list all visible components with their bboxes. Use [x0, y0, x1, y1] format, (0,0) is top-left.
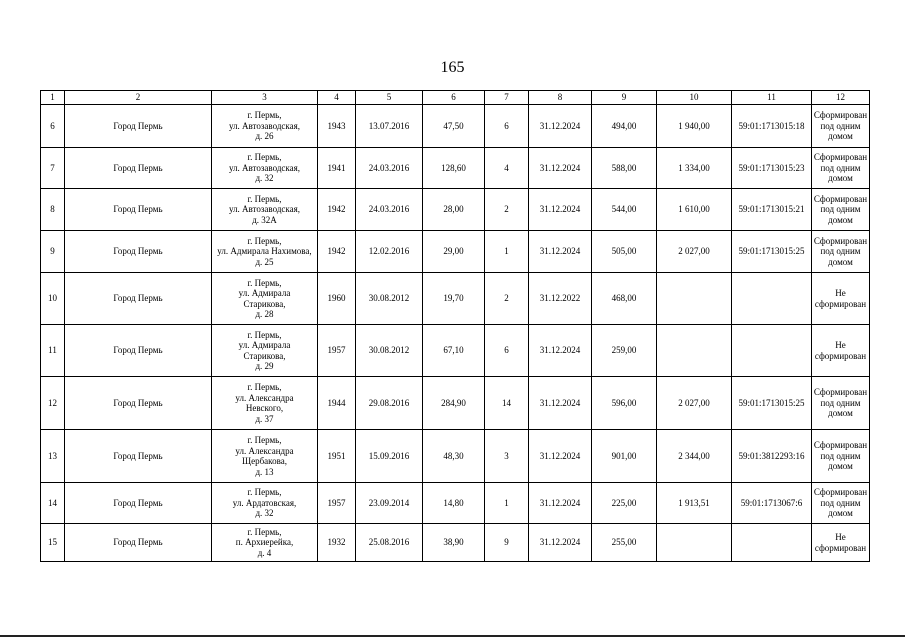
column-header: 7	[485, 91, 529, 105]
cadastral-number-cell: 59:01:1713015:21	[732, 189, 812, 231]
year-built-cell: 1960	[318, 273, 356, 325]
row-number: 10	[41, 273, 65, 325]
count-cell: 1	[485, 483, 529, 524]
land-status-cell: Сформирован под одним домом	[812, 483, 870, 524]
year-built-cell: 1957	[318, 325, 356, 377]
column-header: 6	[423, 91, 485, 105]
count-cell: 9	[485, 524, 529, 562]
year-built-cell: 1944	[318, 377, 356, 430]
area-cell: 67,10	[423, 325, 485, 377]
area-cell: 29,00	[423, 231, 485, 273]
value-cell: 494,00	[592, 105, 657, 148]
table-row	[41, 231, 870, 273]
date-cell: 12.02.2016	[356, 231, 423, 273]
value-cell: 588,00	[592, 148, 657, 189]
column-header: 4	[318, 91, 356, 105]
land-status-cell: Сформирован под одним домом	[812, 148, 870, 189]
table-row	[41, 273, 870, 325]
cadastral-number-cell	[732, 273, 812, 325]
column-header: 10	[657, 91, 732, 105]
term-cell: 31.12.2024	[529, 148, 592, 189]
cost-cell: 2 344,00	[657, 430, 732, 483]
municipality-cell: Город Пермь	[65, 189, 212, 231]
cadastral-number-cell: 59:01:1713015:25	[732, 377, 812, 430]
cost-cell: 1 334,00	[657, 148, 732, 189]
date-cell: 15.09.2016	[356, 430, 423, 483]
table-row	[41, 524, 870, 562]
land-status-cell: Не сформирован	[812, 325, 870, 377]
value-cell: 544,00	[592, 189, 657, 231]
date-cell: 13.07.2016	[356, 105, 423, 148]
column-header: 12	[812, 91, 870, 105]
count-cell: 4	[485, 148, 529, 189]
date-cell: 24.03.2016	[356, 189, 423, 231]
count-cell: 2	[485, 273, 529, 325]
cost-cell	[657, 524, 732, 562]
year-built-cell: 1942	[318, 189, 356, 231]
land-status-cell: Сформирован под одним домом	[812, 189, 870, 231]
address-cell: г. Пермь, ул. Адмирала Старикова, д. 29	[212, 325, 318, 377]
municipality-cell: Город Пермь	[65, 325, 212, 377]
cadastral-number-cell	[732, 524, 812, 562]
date-cell: 29.08.2016	[356, 377, 423, 430]
term-cell: 31.12.2024	[529, 483, 592, 524]
column-header: 2	[65, 91, 212, 105]
area-cell: 38,90	[423, 524, 485, 562]
address-cell: г. Пермь, ул. Александра Невского, д. 37	[212, 377, 318, 430]
term-cell: 31.12.2022	[529, 273, 592, 325]
municipality-cell: Город Пермь	[65, 148, 212, 189]
column-header: 8	[529, 91, 592, 105]
page-number: 165	[440, 59, 465, 76]
municipality-cell: Город Пермь	[65, 483, 212, 524]
scan-bottom-edge	[0, 635, 905, 637]
cost-cell	[657, 273, 732, 325]
term-cell: 31.12.2024	[529, 325, 592, 377]
count-cell: 2	[485, 189, 529, 231]
municipality-cell: Город Пермь	[65, 524, 212, 562]
date-cell: 24.03.2016	[356, 148, 423, 189]
area-cell: 128,60	[423, 148, 485, 189]
count-cell: 1	[485, 231, 529, 273]
land-status-cell: Сформирован под одним домом	[812, 231, 870, 273]
row-number: 8	[41, 189, 65, 231]
year-built-cell: 1943	[318, 105, 356, 148]
land-status-cell: Сформирован под одним домом	[812, 377, 870, 430]
table-row	[41, 377, 870, 430]
value-cell: 901,00	[592, 430, 657, 483]
year-built-cell: 1951	[318, 430, 356, 483]
address-cell: г. Пермь, ул. Адмирала Нахимова, д. 25	[212, 231, 318, 273]
cadastral-number-cell: 59:01:3812293:16	[732, 430, 812, 483]
count-cell: 14	[485, 377, 529, 430]
land-status-cell: Сформирован под одним домом	[812, 105, 870, 148]
cost-cell: 1 610,00	[657, 189, 732, 231]
value-cell: 468,00	[592, 273, 657, 325]
column-header: 1	[41, 91, 65, 105]
year-built-cell: 1957	[318, 483, 356, 524]
column-header: 3	[212, 91, 318, 105]
table-row	[41, 148, 870, 189]
column-header: 11	[732, 91, 812, 105]
cadastral-number-cell: 59:01:1713015:23	[732, 148, 812, 189]
value-cell: 225,00	[592, 483, 657, 524]
column-header: 9	[592, 91, 657, 105]
cost-cell: 1 913,51	[657, 483, 732, 524]
value-cell: 255,00	[592, 524, 657, 562]
term-cell: 31.12.2024	[529, 377, 592, 430]
row-number: 11	[41, 325, 65, 377]
address-cell: г. Пермь, ул. Александра Щербакова, д. 13	[212, 430, 318, 483]
date-cell: 23.09.2014	[356, 483, 423, 524]
count-cell: 6	[485, 325, 529, 377]
year-built-cell: 1932	[318, 524, 356, 562]
cost-cell: 2 027,00	[657, 377, 732, 430]
table-row	[41, 105, 870, 148]
area-cell: 47,50	[423, 105, 485, 148]
address-cell: г. Пермь, п. Архиерейка, д. 4	[212, 524, 318, 562]
table-row	[41, 483, 870, 524]
table-row	[41, 430, 870, 483]
term-cell: 31.12.2024	[529, 524, 592, 562]
cost-cell: 2 027,00	[657, 231, 732, 273]
table-row	[41, 325, 870, 377]
area-cell: 19,70	[423, 273, 485, 325]
row-number: 15	[41, 524, 65, 562]
municipality-cell: Город Пермь	[65, 105, 212, 148]
address-cell: г. Пермь, ул. Автозаводская, д. 32	[212, 148, 318, 189]
cost-cell: 1 940,00	[657, 105, 732, 148]
address-cell: г. Пермь, ул. Адмирала Старикова, д. 28	[212, 273, 318, 325]
cadastral-number-cell: 59:01:1713015:18	[732, 105, 812, 148]
count-cell: 6	[485, 105, 529, 148]
row-number: 6	[41, 105, 65, 148]
date-cell: 30.08.2012	[356, 273, 423, 325]
area-cell: 14,80	[423, 483, 485, 524]
year-built-cell: 1942	[318, 231, 356, 273]
value-cell: 505,00	[592, 231, 657, 273]
table-body	[41, 105, 870, 562]
municipality-cell: Город Пермь	[65, 377, 212, 430]
term-cell: 31.12.2024	[529, 189, 592, 231]
row-number: 13	[41, 430, 65, 483]
land-status-cell: Не сформирован	[812, 273, 870, 325]
address-cell: г. Пермь, ул. Автозаводская, д. 32А	[212, 189, 318, 231]
municipality-cell: Город Пермь	[65, 273, 212, 325]
date-cell: 25.08.2016	[356, 524, 423, 562]
date-cell: 30.08.2012	[356, 325, 423, 377]
value-cell: 596,00	[592, 377, 657, 430]
row-number: 12	[41, 377, 65, 430]
cost-cell	[657, 325, 732, 377]
header-row	[41, 91, 870, 105]
address-cell: г. Пермь, ул. Ардатовская, д. 32	[212, 483, 318, 524]
cadastral-number-cell	[732, 325, 812, 377]
column-header: 5	[356, 91, 423, 105]
value-cell: 259,00	[592, 325, 657, 377]
row-number: 14	[41, 483, 65, 524]
land-status-cell: Сформирован под одним домом	[812, 430, 870, 483]
municipality-cell: Город Пермь	[65, 430, 212, 483]
address-cell: г. Пермь, ул. Автозаводская, д. 26	[212, 105, 318, 148]
area-cell: 48,30	[423, 430, 485, 483]
cadastral-number-cell: 59:01:1713067:6	[732, 483, 812, 524]
term-cell: 31.12.2024	[529, 231, 592, 273]
land-status-cell: Не сформирован	[812, 524, 870, 562]
area-cell: 284,90	[423, 377, 485, 430]
table-row	[41, 189, 870, 231]
term-cell: 31.12.2024	[529, 105, 592, 148]
area-cell: 28,00	[423, 189, 485, 231]
term-cell: 31.12.2024	[529, 430, 592, 483]
cadastral-number-cell: 59:01:1713015:25	[732, 231, 812, 273]
registry-table	[40, 90, 870, 562]
year-built-cell: 1941	[318, 148, 356, 189]
row-number: 7	[41, 148, 65, 189]
count-cell: 3	[485, 430, 529, 483]
row-number: 9	[41, 231, 65, 273]
municipality-cell: Город Пермь	[65, 231, 212, 273]
